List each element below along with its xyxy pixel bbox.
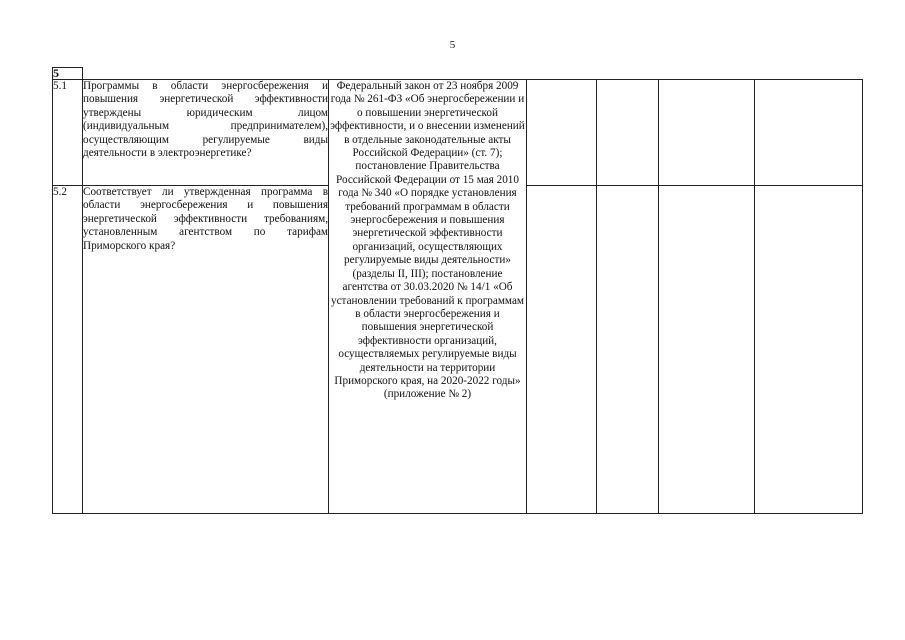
row-question: Соответствует ли утвержденная программа в области энергосбережения и повышения энергетической эффективности требованиям, установленным агентством по тарифам Приморского края? [83,186,329,514]
row-question: Программы в области энергосбережения и повышения энергетической эффективности утверждены юридическим лицом (индивидуальным предпринимателем), осуществляющим регулируемые виды деятельности в электроэнергетике? [83,80,329,186]
section-header-row [53,68,863,80]
row-number: 5.1 [53,80,83,186]
checklist-table [52,67,863,514]
answer-cell [527,186,597,514]
legal-basis: Федеральный закон от 23 ноября 2009 года № 261-ФЗ «Об энергосбережении и о повышении энергетической эффективности, и о внесении изменений в отдельные законодательные акты Российской Федерации» (ст. 7); постановление Правительства Российской Федерации от 15 мая 2010 года № 340 «О порядке установления требований программам в области энергосбережения и повышения энергетической эффективности организаций, осуществляющих регулируемые виды деятельности» (разделы II, III); постановление агентства от 30.03.2020 № 14/1 «Об установлении требований к программам в области энергосбережения и повышения энергетической эффективности организаций, осуществляемых регулируемые виды деятельности на территории Приморского края, на 2020-2022 годы» (приложение № 2) [329,80,527,514]
row-number: 5.2 [53,186,83,514]
answer-cell [527,80,597,186]
page-number: 5 [449,39,456,51]
table-row [53,80,863,186]
section-header-blank [83,68,863,80]
answer-cell [755,80,863,186]
answer-cell [755,186,863,514]
answer-cell [659,80,755,186]
answer-cell [597,186,659,514]
answer-cell [597,80,659,186]
section-number: 5 [53,68,83,80]
answer-cell [659,186,755,514]
